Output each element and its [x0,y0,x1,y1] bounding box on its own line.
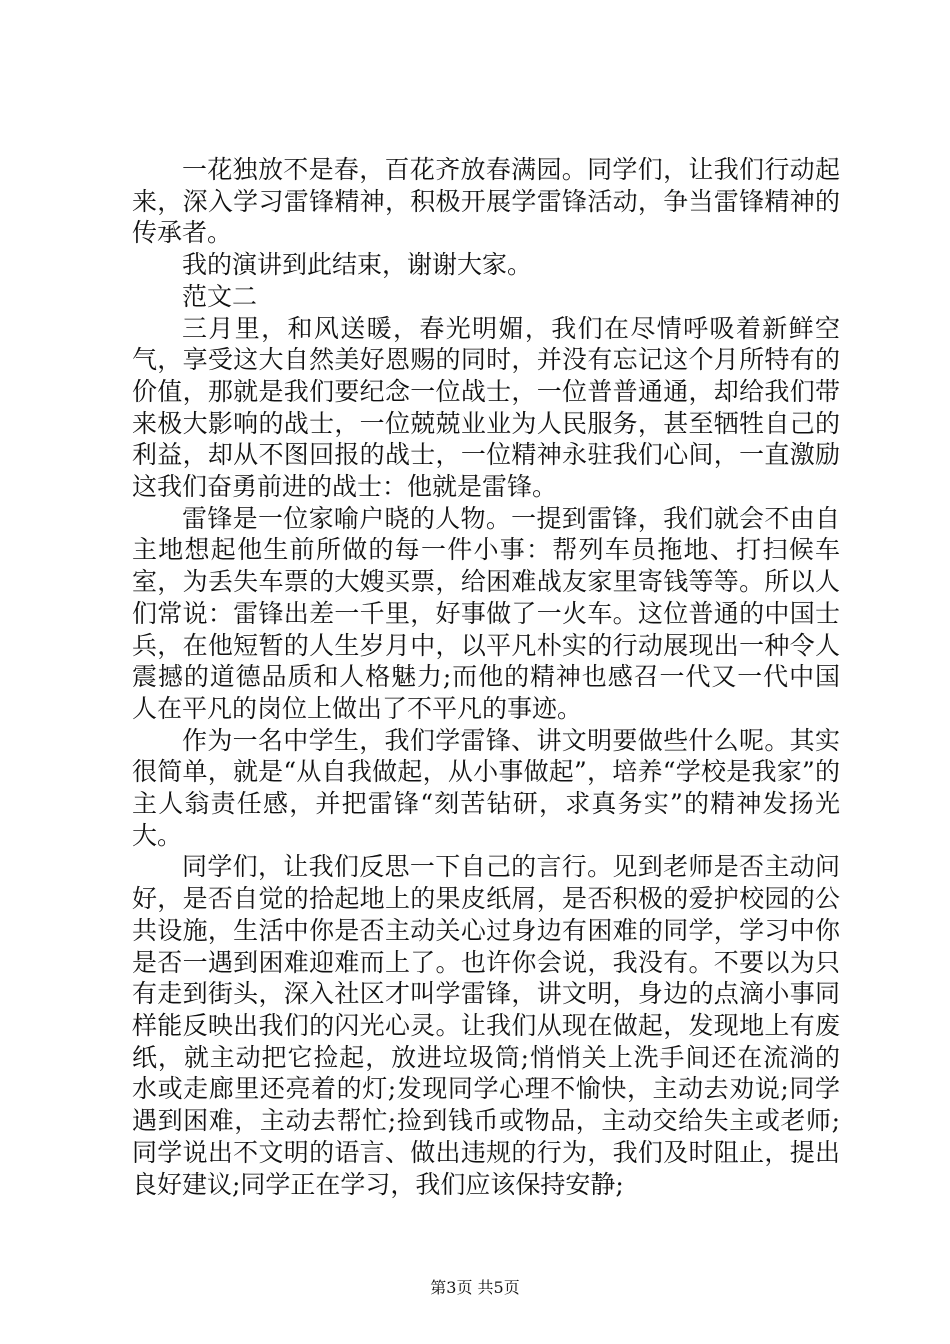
paragraph: 一花独放不是春，百花齐放春满园。同学们，让我们行动起来，深入学习雷锋精神，积极开展学雷锋活动，争当雷锋精神的传承者。 [132,155,840,248]
page-number-footer: 第3页 共5页 [430,1278,520,1297]
paragraph: 雷锋是一位家喻户晓的人物。一提到雷锋，我们就会不由自主地想起他生前所做的每一件小事：帮列车员拖地、打扫候车室，为丢失车票的大嫂买票，给困难战友家里寄钱等等。所以人们常说：雷锋出差一千里，好事做了一火车。这位普通的中国士兵，在他短暂的人生岁月中，以平凡朴实的行动展现出一种令人震撼的道德品质和人格魅力;而他的精神也感召一代又一代中国人在平凡的岗位上做出了不平凡的事迹。 [132,503,840,723]
document-body [132,154,840,1200]
paragraph: 三月里，和风送暖，春光明媚，我们在尽情呼吸着新鲜空气，享受这大自然美好恩赐的同时，并没有忘记这个月所特有的价值，那就是我们要纪念一位战士，一位普普通通，却给我们带来极大影响的战士，一位兢兢业业为人民服务，甚至牺牲自己的利益，却从不图回报的战士，一位精神永驻我们心间，一直激励这我们奋勇前进的战士：他就是雷锋。 [132,313,840,502]
paragraph: 同学们，让我们反思一下自己的言行。见到老师是否主动问好，是否自觉的拾起地上的果皮纸屑，是否积极的爱护校园的公共设施，生活中你是否主动关心过身边有困难的同学，学习中你是否一遇到困难迎难而上了。也许你会说，我没有。不要以为只有走到街头，深入社区才叫学雷锋，讲文明，身边的点滴小事同样能反映出我们的闪光心灵。让我们从现在做起，发现地上有废纸，就主动把它捡起，放进垃圾筒;悄悄关上洗手间还在流淌的水或走廊里还亮着的灯;发现同学心理不愉快，主动去劝说;同学遇到困难，主动去帮忙;捡到钱币或物品，主动交给失主或老师;同学说出不文明的语言、做出违规的行为，我们及时阻止，提出良好建议;同学正在学习，我们应该保持安静; [132,852,840,1199]
paragraph: 我的演讲到此结束，谢谢大家。 [182,250,533,280]
paragraph: 作为一名中学生，我们学雷锋、讲文明要做些什么呢。其实很简单，就是“从自我做起，从小事做起”，培养“学校是我家”的主人翁责任感，并把雷锋“刻苦钻研，求真务实”的精神发扬光大。 [132,725,840,850]
section-heading: 范文二 [182,281,258,311]
